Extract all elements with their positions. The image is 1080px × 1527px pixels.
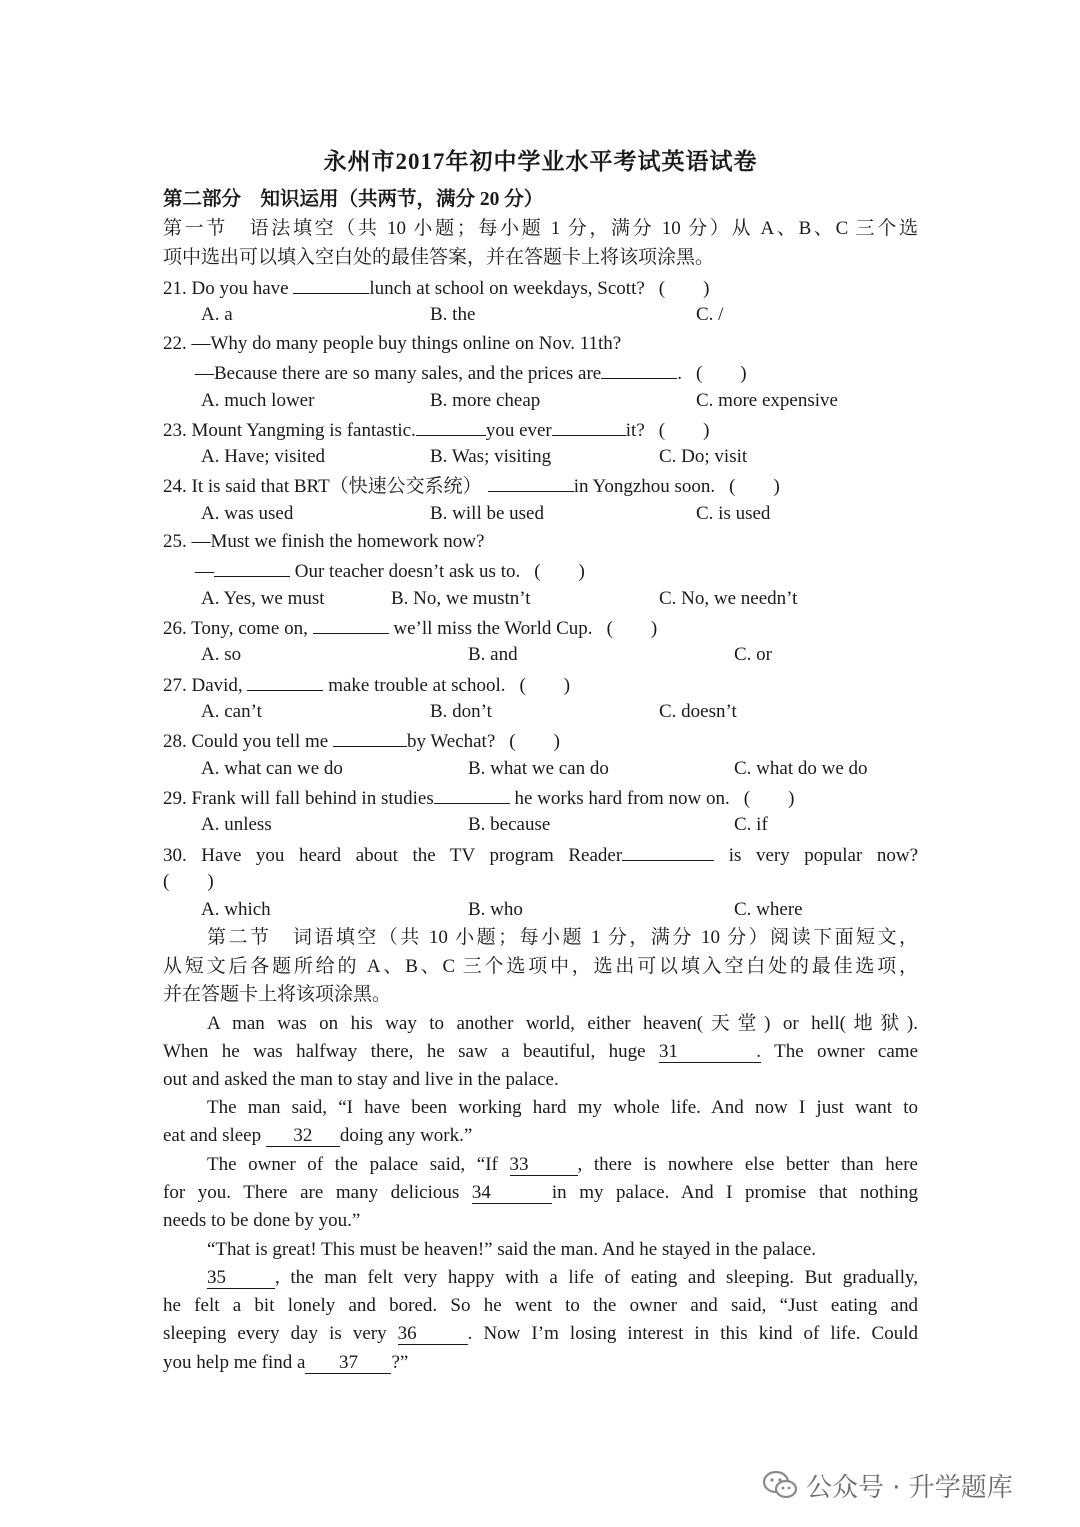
passage-line [163, 1010, 918, 1038]
q22-text-post: . [677, 363, 682, 384]
blank-33: 33 [510, 1155, 578, 1176]
q21-blank [293, 273, 369, 294]
q29-blank [434, 783, 510, 804]
watermark-text: 公众号 · 升学题库 [806, 1472, 1013, 1503]
passage-text: you help me find a [163, 1352, 306, 1373]
section1-intro [163, 215, 918, 243]
passage-text: The owner of the palace said, “If [207, 1154, 510, 1175]
blank-37: 37 [305, 1353, 391, 1374]
blank-35: 35 [207, 1268, 275, 1289]
passage-text: The owner came [761, 1041, 919, 1062]
question-28 [163, 726, 918, 756]
q30-answer-paren: ( ) [163, 871, 214, 892]
question-29 [163, 783, 918, 813]
q26-option-a: A. so [201, 644, 242, 665]
wechat-icon [762, 1470, 798, 1500]
question-27 [163, 670, 918, 700]
q30-blank [622, 840, 714, 861]
q21-option-b: B. the [430, 304, 476, 325]
q21-option-a: A. a [201, 304, 233, 325]
passage-line [163, 1094, 918, 1122]
q22-text-pre: —Because there are so many sales, and the prices are [195, 363, 602, 384]
section2-intro-line2: 从短文后各题所给的 A、B、C 三个选项中，选出可以填入空白处的最佳选项， [163, 956, 918, 977]
q24-blank [488, 471, 574, 492]
passage-text: , the man felt very happy with a life of eating and sleeping. But gradually, [275, 1267, 918, 1288]
q21-text-post: lunch at school on weekdays, Scott? [369, 278, 645, 299]
q21-text-pre: 21. Do you have [163, 278, 294, 299]
q27-option-b: B. don’t [430, 701, 492, 722]
q23-answer-paren: ( ) [658, 420, 710, 441]
q28-text-pre: 28. Could you tell me [163, 731, 333, 752]
q26-text-pre: 26. Tony, come on, [163, 618, 313, 639]
q28-answer-paren: ( ) [509, 731, 560, 752]
passage-line [163, 1264, 918, 1292]
passage-line [163, 1179, 918, 1207]
q29-option-b: B. because [468, 814, 551, 835]
q27-blank [247, 670, 323, 691]
q29-answer-paren: ( ) [743, 788, 795, 809]
q27-text-pre: 27. David, [163, 675, 248, 696]
q23-option-c: C. Do; visit [659, 446, 748, 467]
q23-option-a: A. Have; visited [201, 446, 326, 467]
q30-option-b: B. who [468, 899, 523, 920]
q27-option-a: A. can’t [201, 701, 262, 722]
q23-blank-1 [416, 415, 486, 436]
q26-blank [313, 613, 389, 634]
passage-line: needs to be done by you.” [163, 1210, 361, 1231]
q23-text-mid: you ever [485, 420, 552, 441]
section1-intro-cont: 项中选出可以填入空白处的最佳答案，并在答题卡上将该项涂黑。 [163, 247, 715, 268]
q29-text-post: he works hard from now on. [509, 788, 730, 809]
q22-option-b: B. more cheap [430, 390, 541, 411]
passage-text: . Now I’m losing interest in this kind of life. Could [467, 1323, 918, 1344]
passage-text: eat and sleep [163, 1125, 266, 1146]
passage-text: in my palace. And I promise that nothing [551, 1182, 918, 1203]
section1-intro-line1: 第一节 语法填空（共 10 小题；每小题 1 分，满分 10 分）从 A、B、C 三个选 [163, 218, 918, 239]
section2-intro-line1: 第二节 词语填空（共 10 小题；每小题 1 分，满分 10 分）阅读下面短文， [207, 927, 918, 948]
q27-answer-paren: ( ) [519, 675, 571, 696]
passage-text: The man said, “I have been working hard my whole life. And now I just want to [207, 1097, 918, 1118]
question-22-reply [163, 358, 918, 388]
passage-line [163, 1038, 918, 1066]
q23-option-b: B. Was; visiting [430, 446, 552, 467]
q24-text-post: in Yongzhou soon. [573, 476, 716, 497]
question-21 [163, 273, 918, 303]
passage-text: sleeping every day is very [163, 1323, 398, 1344]
q23-blank-2 [552, 415, 626, 436]
q30-text-post: is very popular now? [714, 845, 918, 866]
q22-option-c: C. more expensive [696, 390, 838, 411]
passage-text: for you. There are many delicious [163, 1182, 472, 1203]
section2-intro-end: 并在答题卡上将该项涂黑。 [163, 984, 392, 1005]
section2-intro-cont [163, 953, 918, 981]
q26-answer-paren: ( ) [606, 618, 658, 639]
question-26 [163, 613, 918, 643]
q26-option-c: C. or [734, 644, 772, 665]
blank-36: 36 [398, 1324, 468, 1345]
passage-text: doing any work.” [339, 1125, 473, 1146]
passage-line [163, 1151, 918, 1179]
q21-answer-paren: ( ) [658, 278, 710, 299]
passage-text: A man was on his way to another world, either heaven(天堂) or hell(地狱). [207, 1013, 918, 1034]
q29-text-pre: 29. Frank will fall behind in studies [163, 788, 434, 809]
q30-text-pre: 30. Have you heard about the TV program Reader [163, 845, 623, 866]
passage-line: “That is great! This must be heaven!” said the man. And he stayed in the palace. [207, 1239, 817, 1260]
q25-option-b: B. No, we mustn’t [391, 588, 531, 609]
blank-32: 32 [266, 1126, 340, 1147]
q24-option-b: B. will be used [430, 503, 544, 524]
passage-line: out and asked the man to stay and live in the palace. [163, 1069, 559, 1090]
blank-31: 31 . [659, 1041, 762, 1062]
q28-option-b: B. what we can do [468, 758, 609, 779]
q24-option-c: C. is used [696, 503, 771, 524]
q30-option-a: A. which [201, 899, 271, 920]
q23-text-pre: 23. Mount Yangming is fantastic. [163, 420, 416, 441]
q25-option-c: C. No, we needn’t [659, 588, 798, 609]
q25-option-a: A. Yes, we must [201, 588, 325, 609]
q28-option-a: A. what can we do [201, 758, 343, 779]
q30-option-c: C. where [734, 899, 803, 920]
q28-blank [333, 726, 407, 747]
q26-option-b: B. and [468, 644, 518, 665]
blank-34: 34 [472, 1183, 552, 1204]
question-22: 22. —Why do many people buy things online on Nov. 11th? [163, 333, 622, 354]
section2-intro [163, 924, 918, 952]
q25-text-post: Our teacher doesn’t ask us to. [290, 561, 521, 582]
q29-option-a: A. unless [201, 814, 272, 835]
q22-option-a: A. much lower [201, 390, 315, 411]
page-title: 永州市2017年初中学业水平考试英语试卷 [323, 149, 758, 174]
question-30 [163, 840, 918, 870]
part2-header: 第二部分 知识运用（共两节，满分 20 分） [163, 189, 544, 210]
passage-text: he felt a bit lonely and bored. So he went to the owner and said, “Just eating and [163, 1295, 918, 1316]
passage-line [163, 1320, 918, 1348]
passage-line [163, 1122, 918, 1150]
question-23 [163, 415, 918, 445]
q28-option-c: C. what do we do [734, 758, 868, 779]
passage-line [163, 1349, 918, 1377]
question-24 [163, 471, 918, 501]
q24-answer-paren: ( ) [729, 476, 780, 497]
q24-text-pre: 24. It is said that BRT（快速公交系统） [163, 476, 482, 497]
q25-blank [214, 556, 290, 577]
q27-text-post: make trouble at school. [323, 675, 506, 696]
passage-text: ?” [391, 1352, 409, 1373]
passage-text: , there is nowhere else better than here [577, 1154, 918, 1175]
q24-option-a: A. was used [201, 503, 294, 524]
question-25: 25. —Must we finish the homework now? [163, 531, 485, 552]
passage-text: When he was halfway there, he saw a beautiful, huge [163, 1041, 660, 1062]
watermark [762, 1465, 1013, 1505]
q25-text-pre: — [195, 561, 214, 582]
q23-text-post: it? [625, 420, 645, 441]
q22-blank [601, 358, 677, 379]
q29-option-c: C. if [734, 814, 768, 835]
q25-answer-paren: ( ) [534, 561, 585, 582]
question-25-reply [163, 556, 918, 586]
q27-option-c: C. doesn’t [659, 701, 737, 722]
q22-answer-paren: ( ) [695, 363, 747, 384]
q28-text-post: by Wechat? [406, 731, 496, 752]
passage-line [163, 1292, 918, 1320]
q21-option-c: C. / [696, 304, 724, 325]
q26-text-post: we’ll miss the World Cup. [388, 618, 593, 639]
